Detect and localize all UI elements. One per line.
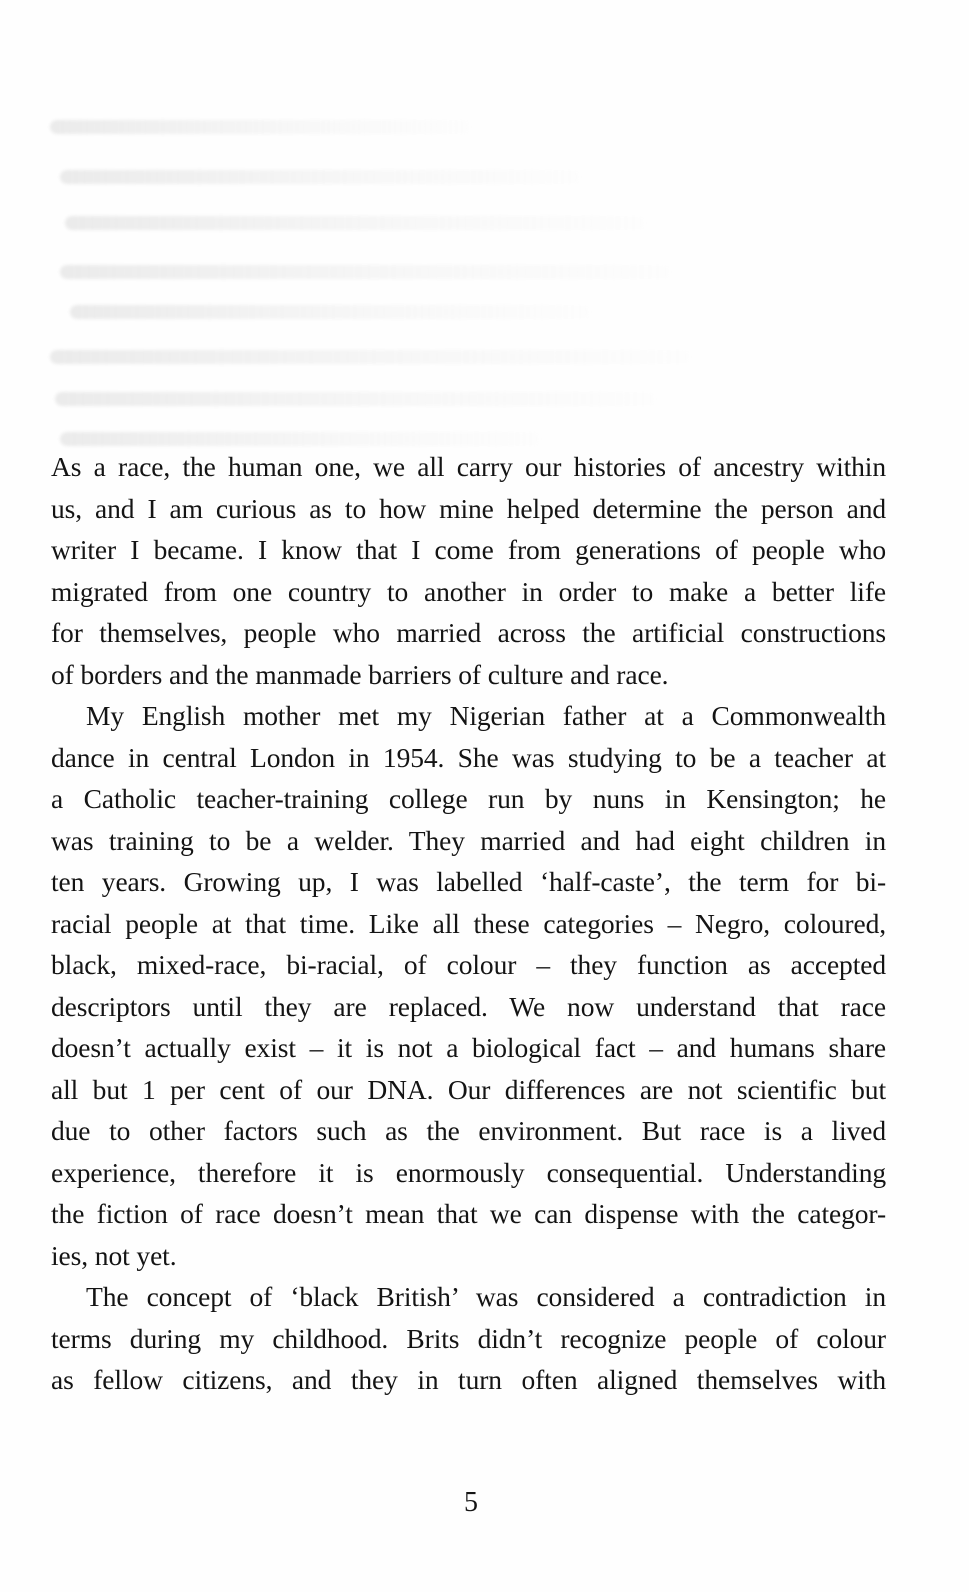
- text-line: ten years. Growing up, I was labelled ‘half-caste’, the term for bi-: [51, 866, 886, 897]
- text-line: all but 1 per cent of our DNA. Our differences are not scientific but: [51, 1073, 886, 1105]
- text-line: terms during my childhood. Brits didn’t recognize people of colour: [51, 1322, 886, 1354]
- text-line: The concept of ‘black British’ was considered a contradiction in: [86, 1281, 886, 1312]
- text-line: of borders and the manmade barriers of culture and race.: [51, 658, 669, 690]
- paragraph-3: [51, 1276, 886, 1401]
- paragraph-1: [51, 446, 886, 695]
- text-line: the fiction of race doesn’t mean that we can dispense with the categor-: [51, 1198, 886, 1229]
- page-number: 5: [464, 1487, 478, 1518]
- text-line: dance in central London in 1954. She was studying to be a teacher at: [51, 741, 886, 773]
- paragraph-2: [51, 695, 886, 1276]
- text-line: as fellow citizens, and they in turn often aligned themselves with: [51, 1364, 886, 1395]
- body-text: [51, 446, 886, 1401]
- text-line: a Catholic teacher-training college run by nuns in Kensington; he: [51, 783, 886, 814]
- text-line: for themselves, people who married across the artificial constructions: [51, 617, 886, 648]
- text-line: ies, not yet.: [51, 1239, 177, 1271]
- text-line: writer I became. I know that I come from generations of people who: [51, 534, 886, 565]
- text-line: doesn’t actually exist – it is not a biological fact – and humans share: [51, 1032, 886, 1063]
- text-line: black, mixed-race, bi-racial, of colour – they function as accepted: [51, 949, 886, 980]
- show-through-texture: [40, 40, 920, 440]
- text-line: migrated from one country to another in order to make a better life: [51, 575, 886, 607]
- text-line: experience, therefore it is enormously consequential. Understanding: [51, 1156, 886, 1188]
- text-line: My English mother met my Nigerian father at a Commonwealth: [86, 700, 886, 731]
- text-line: due to other factors such as the environment. But race is a lived: [51, 1115, 886, 1146]
- text-line: racial people at that time. Like all these categories – Negro, coloured,: [51, 907, 886, 939]
- text-line: As a race, the human one, we all carry our histories of ancestry within: [51, 451, 886, 482]
- text-line: was training to be a welder. They married and had eight children in: [51, 824, 886, 856]
- text-line: descriptors until they are replaced. We now understand that race: [51, 990, 886, 1022]
- text-line: us, and I am curious as to how mine helped determine the person and: [51, 492, 886, 524]
